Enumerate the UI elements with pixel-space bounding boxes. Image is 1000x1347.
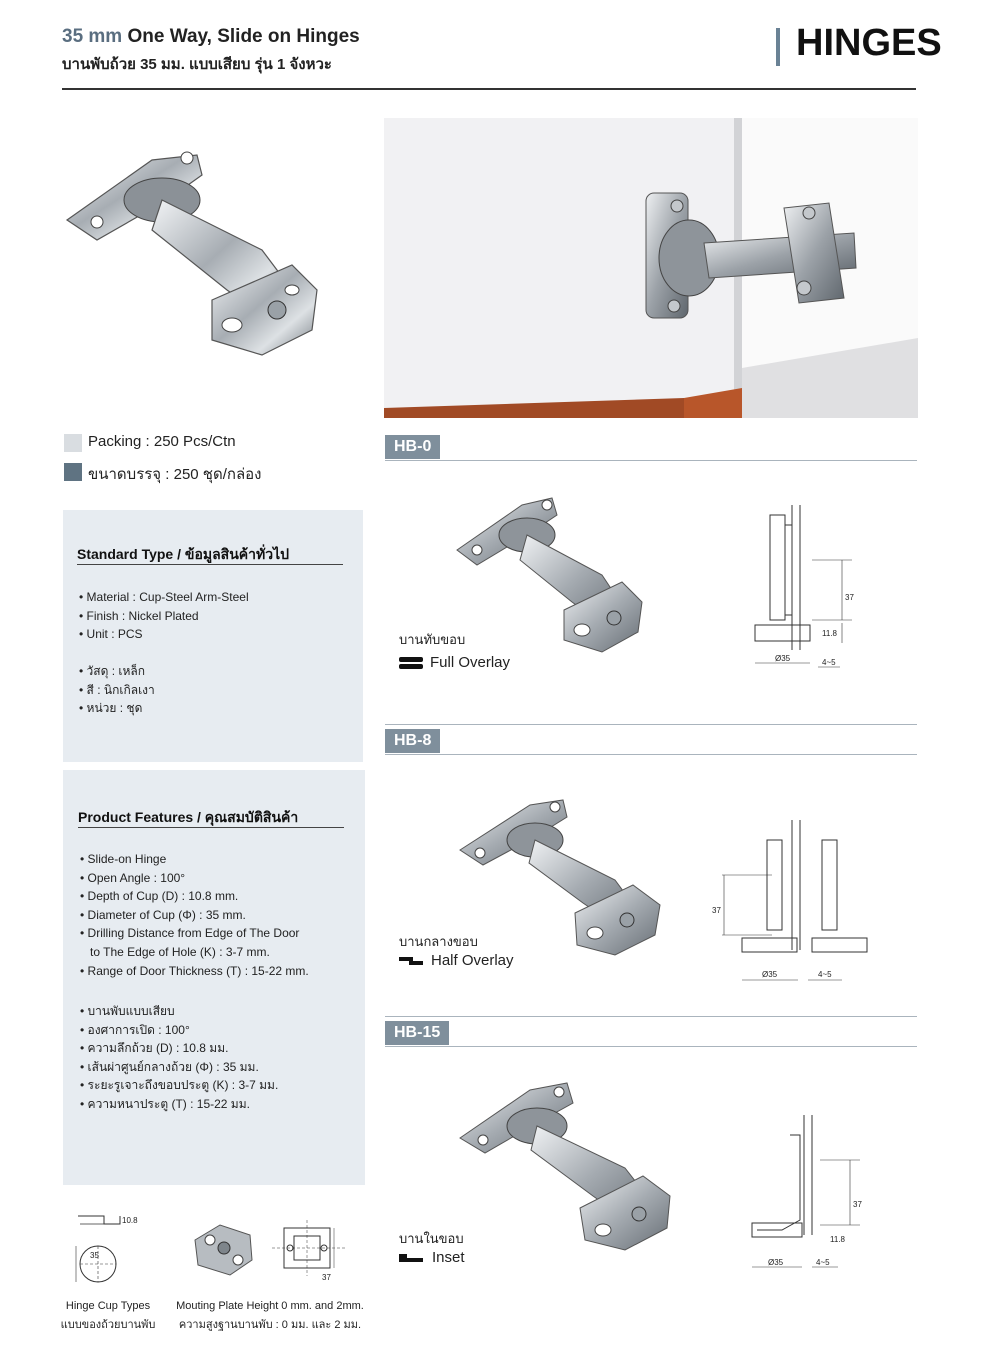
model-tag-hb-8: HB-8 [385,729,440,753]
overlay-type-th: บานในขอบ [399,1231,464,1246]
technical-drawing-hb-0 [740,505,865,675]
dimension-label: 37 [712,906,721,915]
brand-accent-bar [776,28,780,66]
dimension-label: 37 [853,1200,862,1209]
list-item: • ความหนาประตู (T) : 15-22 มม. [80,1095,278,1114]
installed-hinge-photo [384,118,918,418]
standard-type-panel [63,510,363,762]
list-item: • สี : นิกเกิลเงา [79,681,155,700]
dimension-label: 4~5 [816,1258,830,1267]
model-tag-hb-0: HB-0 [385,435,440,459]
dimension-label: Ø35 [768,1258,784,1267]
hinge-photo-hb-15 [455,1078,680,1258]
model-divider [385,1016,917,1017]
standard-type-title: Standard Type / ข้อมูลสินค้าทั่วไป [77,546,290,562]
list-item: • Open Angle : 100° [80,869,309,888]
list-item: • Unit : PCS [79,625,249,644]
dimension-label: 37 [845,593,854,602]
cup-dim-label: 35 [90,1251,99,1260]
plate-caption-en: Mouting Plate Height 0 mm. and 2mm. [176,1300,364,1312]
half-overlay-icon [399,955,423,967]
hinge-photo-hb-8 [455,795,670,960]
list-item: • บานพับแบบเสียบ [80,1002,278,1021]
dimension-label: 11.8 [830,1235,845,1244]
mounting-plate-photo [190,1220,260,1280]
list-item: • ระยะรูเจาะถึงขอบประตู (K) : 3-7 มม. [80,1076,278,1095]
page-title [62,26,360,48]
list-item: • Range of Door Thickness (T) : 15-22 mm. [80,962,309,981]
list-item: • ความลึกถ้วย (D) : 10.8 มม. [80,1039,278,1058]
model-tag-hb-15: HB-15 [385,1021,449,1045]
technical-drawing-hb-8 [712,820,892,985]
cup-caption-en: Hinge Cup Types [65,1300,151,1312]
model-divider [385,754,917,755]
dimension-label: 4~5 [822,658,836,667]
dimension-label: Ø35 [775,654,791,663]
list-item: • Slide-on Hinge [80,850,309,869]
hinge-cup-diagram [70,1212,140,1292]
list-item: • Material : Cup-Steel Arm-Steel [79,588,249,607]
product-features-list-th [80,1002,278,1114]
packing-swatch-dark [64,463,82,481]
list-item: • Diameter of Cup (Φ) : 35 mm. [80,906,309,925]
product-features-title: Product Features / คุณสมบัติสินค้า [78,809,299,825]
technical-drawing-hb-15 [742,1115,867,1275]
dimension-label: 11.8 [822,629,837,638]
category-heading: HINGES [796,22,942,64]
standard-type-divider [77,564,343,565]
page-subtitle-thai: บานพับถ้วย 35 มม. แบบเสียบ รุ่น 1 จังหวะ [62,56,332,73]
plate-caption-th: ความสูงฐานบานพับ : 0 มม. และ 2 มม. [178,1319,362,1331]
packing-en: Packing : 250 Pcs/Ctn [88,433,236,450]
dimension-label: Ø35 [762,970,778,979]
model-divider [385,724,917,725]
overlay-type-th: บานทับขอบ [399,632,466,647]
overlay-type-en: Half Overlay [431,952,514,969]
inset-icon [399,1252,423,1264]
list-item: • Depth of Cup (D) : 10.8 mm. [80,887,309,906]
list-item: • Finish : Nickel Plated [79,607,249,626]
title-text: One Way, Slide on Hinges [127,26,360,47]
list-item: to The Edge of Hole (K) : 3-7 mm. [90,944,270,959]
dimension-label: 4~5 [818,970,832,979]
hinge-photo-hb-0 [452,490,652,665]
product-features-panel [63,770,365,1185]
cup-caption-th: แบบของถ้วยบานพับ [60,1319,156,1331]
model-divider [385,1046,917,1047]
overlay-type-th: บานกลางขอบ [399,934,478,949]
packing-th: ขนาดบรรจุ : 250 ชุด/กล่อง [88,466,262,483]
standard-type-list-th [79,662,155,718]
full-overlay-icon [399,657,423,669]
model-divider [385,460,917,461]
list-item: • เส้นผ่าศูนย์กลางถ้วย (Φ) : 35 มม. [80,1058,278,1077]
list-item: • องศาการเปิด : 100° [80,1021,278,1040]
cup-dim-label: 10.8 [122,1216,138,1225]
product-features-list-en [80,850,309,980]
plate-dim-label: 37 [322,1273,331,1282]
mounting-plate-diagram [270,1218,350,1284]
list-item: • วัสดุ : เหล็ก [79,662,155,681]
header-divider [62,88,916,90]
product-features-divider [78,827,344,828]
overlay-type-en: Full Overlay [430,654,511,671]
list-item: • หน่วย : ชุด [79,699,155,718]
standard-type-list-en [79,588,249,644]
overlay-type-en: Inset [432,1249,465,1266]
hinge-product-photo [62,140,332,370]
packing-swatch-light [64,434,82,452]
title-size: 35 mm [62,26,123,47]
list-item: • Drilling Distance from Edge of The Door [80,924,309,943]
